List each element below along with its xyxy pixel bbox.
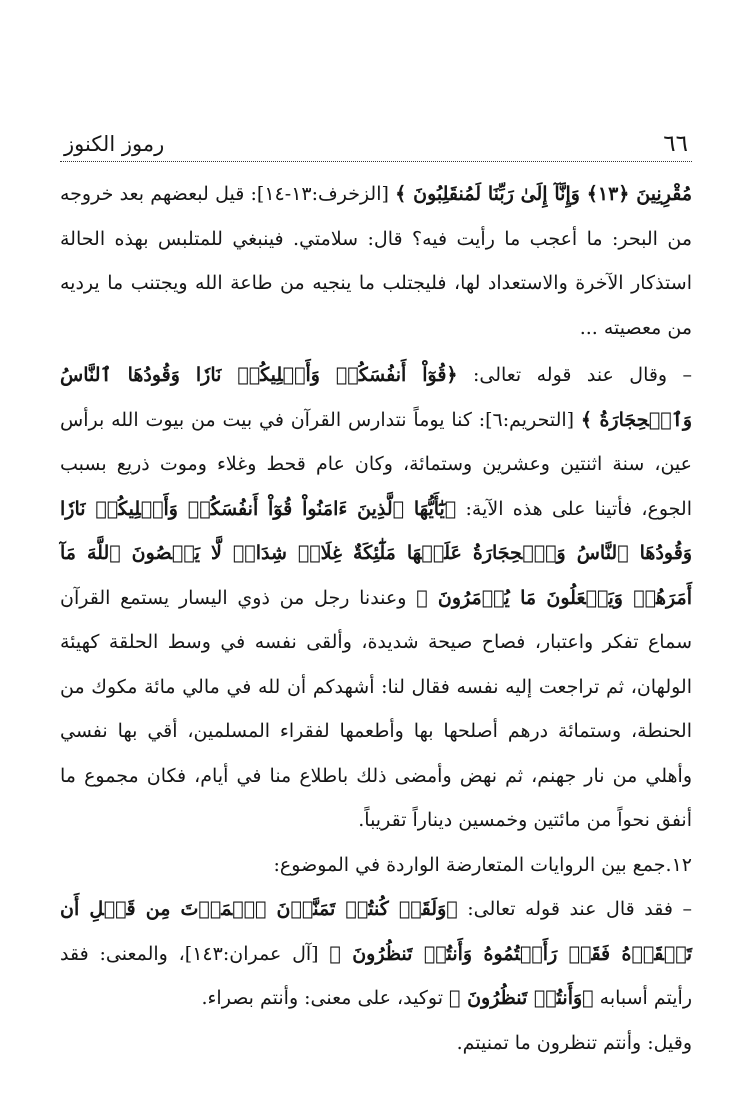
quran-verse: ﴿وَأَنتُمۡ تَنظُرُونَ ﴾ [449,987,594,1009]
paragraph-4 [60,1021,692,1066]
body-text [60,172,692,1065]
paragraph-text: [الزخرف:١٣-١٤]: قيل لبعضهم بعد خروجه من البحر: ما أعجب ما رأيت فيه؟ قال: سلامتي. فينبغي للمتلبس بهذه الحالة استذكار الآخرة والاستعداد لها، فليجتلب ما ينجيه من طاعة الله ويجتنب ما يرديه من معصيته ... [60,183,692,339]
page-header [60,128,692,160]
section-heading-text: ١٢.جمع بين الروايات المتعارضة الواردة في الموضوع: [273,853,692,876]
quran-verse: ﴿يَٰٓأَيُّهَا ٱلَّذِينَ ءَامَنُواْ قُوٓاْ أَنفُسَكُمۡ وَأَهۡلِيكُمۡ نَارٗا وَقُودُهَا ٱلنَّاسُ وَٱلۡحِجَارَةُ عَلَيۡهَا مَلَٰٓئِكَةٌ غِلَاظٞ شِدَادٞ لَّا يَعۡصُونَ ٱللَّهَ مَآ أَمَرَهُمۡ وَيَفۡعَلُونَ مَا يُؤۡمَرُونَ ﴾ [60,497,692,609]
page-number: ٦٦ [663,131,688,157]
paragraph-text: وعندنا رجل من ذوي اليسار يستمع القرآن سماع تفكر واعتبار، فصاح صيحة شديدة، وألقى نفسه في وسط الحلقة كهيئة الولهان، ثم تراجعت إليه نفسه فقال لنا: أشهدكم أن لله في مالي مائة مكوك من الحنطة، وستمائة درهم أصلحها بها وأطعمها لفقراء المسلمين، أقي بها نفسي وأهلي من نار جهنم، ثم نهض وأمضى ذلك باطلاع منا في أيام، فكان مجموع ما أنفق نحواً من مائتين وخمسين ديناراً تقريباً. [60,586,692,831]
quran-verse: ﴿قُوٓاْ أَنفُسَكُمۡ وَأَهۡلِيكُمۡ نَارٗا وَقُودُهَا ٱلنَّاسُ وَٱلۡحِجَارَةُ ﴾ [60,364,693,431]
quran-verse: ﴿وَلَقَدۡ كُنتُمۡ تَمَنَّوۡنَ ٱلۡمَوۡتَ مِن قَبۡلِ أَن تَلۡقَوۡهُ فَقَدۡ رَأَيۡتُمُوهُ وَأَنتُمۡ تَنظُرُونَ ﴾ [60,898,692,965]
header-divider [60,161,692,162]
running-title: رموز الكنوز [64,132,165,156]
paragraph-text: وقيل: وأنتم تنظرون ما تمنيتم. [456,1031,692,1054]
paragraph-1 [60,172,692,350]
paragraph-text: توكيد، على معنى: وأنتم بصراء. [201,987,450,1009]
paragraph-text: [آل عمران:١٤٣]، والمعنى: فقد رأيتم أسبابه [60,942,692,1009]
quran-verse: مُقْرِنِينَ ﴿١٣﴾ وَإِنَّآ إِلَىٰ رَبِّنَا لَمُنقَلِبُونَ ﴾ [395,183,692,205]
paragraph-3 [60,887,692,1021]
book-page [60,128,692,1078]
section-heading [60,843,692,888]
paragraph-text: – وقال عند قوله تعالى: [457,364,692,386]
paragraph-text: [التحريم:٦]: كنا يوماً نتدارس القرآن في بيت من بيوت الله برأس عين، سنة اثنتين وعشرين وستمائة، وكان عام قحط وغلاء وموت ذريع بسبب الجوع، فأتينا على هذه الآية: [60,408,692,520]
paragraph-2 [60,353,692,843]
paragraph-text: – فقد قال عند قوله تعالى: [457,898,692,920]
